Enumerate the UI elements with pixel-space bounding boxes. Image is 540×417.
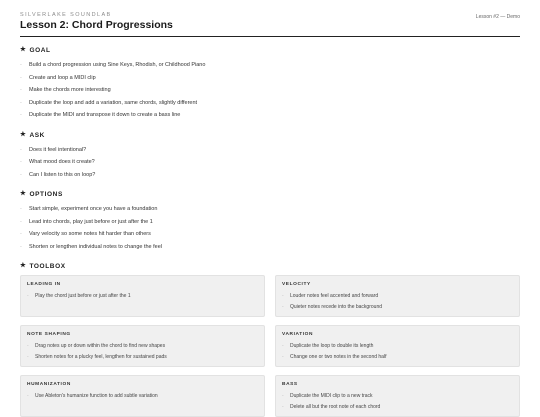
lesson-tag: Lesson #2 — Demo <box>475 14 520 20</box>
toolbox-card <box>20 375 265 417</box>
star-icon: ★ <box>20 262 27 270</box>
toolbox-card <box>275 275 520 317</box>
bullet-dash: - <box>20 218 22 225</box>
card-item-text: Delete all but the root note of each chord <box>290 403 381 410</box>
toolbox-card <box>20 325 265 367</box>
card-list <box>282 390 513 412</box>
card-item-text: Change one or two notes in the second half <box>290 353 387 360</box>
section-heading <box>20 47 520 54</box>
bullet-dash: - <box>20 99 22 106</box>
bullet-dash: - <box>27 392 29 399</box>
section-title: TOOLBOX <box>29 263 66 270</box>
list-item <box>20 97 520 110</box>
section-title: GOAL <box>29 47 51 54</box>
card-item-text: Drag notes up or down within the chord to find new shapes <box>35 342 166 349</box>
star-icon: ★ <box>20 190 27 198</box>
list-item <box>20 241 520 254</box>
bullet-dash: - <box>282 292 284 299</box>
card-title: BASS <box>282 382 298 387</box>
bullet-dash: - <box>27 292 29 299</box>
card-item <box>282 351 513 362</box>
list-item-text: Make the chords more interesting <box>29 87 111 94</box>
bullet-dash: - <box>282 342 284 349</box>
list-item <box>20 216 520 229</box>
list-item-text: Lead into chords, play just before or just after the 1 <box>29 218 153 225</box>
bullet-dash: - <box>282 392 284 399</box>
section-heading <box>20 191 520 198</box>
bullet-dash: - <box>20 62 22 69</box>
card-title: HUMANIZATION <box>27 382 71 387</box>
toolbox-card <box>20 275 265 317</box>
card-item-text: Shorten notes for a plucky feel, lengthen for sustained pads <box>35 353 167 360</box>
list-item-text: Shorten or lengthen individual notes to change the feel <box>29 243 163 250</box>
page-header <box>20 12 520 37</box>
list-item-text: Build a chord progression using Sine Keys, Rhodish, or Childhood Piano <box>29 62 206 69</box>
list-item <box>20 59 520 72</box>
bullet-dash: - <box>20 159 22 166</box>
list-item-text: Does it feel intentional? <box>29 146 87 153</box>
list-item <box>20 228 520 241</box>
section-title: ASK <box>29 131 45 139</box>
goal-list <box>20 59 520 122</box>
toolbox-card <box>275 375 520 417</box>
toolbox-card <box>275 325 520 367</box>
card-list <box>27 390 258 401</box>
list-item-text: Duplicate the loop and add a variation, same chords, slightly different <box>29 99 198 106</box>
card-list <box>282 340 513 362</box>
bullet-dash: - <box>282 303 284 310</box>
options-list <box>20 203 520 253</box>
section-options <box>20 191 520 253</box>
list-item <box>20 144 520 157</box>
card-title: LEADING IN <box>27 282 61 287</box>
bullet-dash: - <box>20 171 22 178</box>
card-item-text: Duplicate the MIDI clip to a new track <box>290 392 373 399</box>
list-item <box>20 72 520 85</box>
bullet-dash: - <box>20 87 22 94</box>
list-item <box>20 156 520 169</box>
star-icon: ★ <box>20 130 27 138</box>
card-list <box>27 340 258 362</box>
list-item-text: Can I listen to this on loop? <box>29 171 96 178</box>
list-item-text: Start simple, experiment once you have a foundation <box>29 206 158 213</box>
card-title: NOTE SHAPING <box>27 332 71 337</box>
bullet-dash: - <box>20 231 22 238</box>
bullet-dash: - <box>20 74 22 81</box>
card-item <box>282 390 513 401</box>
section-toolbox <box>20 263 520 417</box>
card-item <box>27 340 258 351</box>
card-item-text: Use Ableton's humanize function to add subtle variation <box>35 392 158 399</box>
card-item-text: Play the chord just before or just after the 1 <box>35 292 131 299</box>
card-item <box>27 351 258 362</box>
section-goal <box>20 47 520 122</box>
card-item <box>282 340 513 351</box>
bullet-dash: - <box>20 243 22 250</box>
card-title: VELOCITY <box>282 282 311 287</box>
bullet-dash: - <box>27 342 29 349</box>
section-heading <box>20 132 520 139</box>
list-item <box>20 169 520 182</box>
card-item-text: Quieter notes recede into the background <box>290 303 383 310</box>
section-heading <box>20 263 520 270</box>
card-list <box>282 290 513 312</box>
bullet-dash: - <box>20 112 22 119</box>
list-item <box>20 203 520 216</box>
toolbox-grid <box>20 275 520 417</box>
bullet-dash: - <box>20 146 22 153</box>
list-item-text: Duplicate the MIDI and transpose it down to create a bass line <box>29 112 181 119</box>
brand-name: SILVERLAKE SOUNDLAB <box>20 12 112 18</box>
bullet-dash: - <box>27 353 29 360</box>
card-item <box>27 390 258 401</box>
card-item <box>282 290 513 301</box>
card-item-text: Duplicate the loop to double its length <box>290 342 374 349</box>
list-item-text: Create and loop a MIDI clip <box>29 74 96 81</box>
list-item-text: Vary velocity so some notes hit harder than others <box>29 231 151 238</box>
section-title: OPTIONS <box>29 191 63 198</box>
bullet-dash: - <box>282 353 284 360</box>
card-item-text: Louder notes feel accented and forward <box>290 292 379 299</box>
ask-list <box>20 144 520 182</box>
bullet-dash: - <box>20 206 22 213</box>
card-item <box>282 301 513 312</box>
list-item <box>20 84 520 97</box>
list-item <box>20 109 520 122</box>
page-title: Lesson 2: Chord Progressions <box>20 19 173 31</box>
card-list <box>27 290 258 301</box>
card-item <box>282 401 513 412</box>
section-ask <box>20 132 520 182</box>
star-icon: ★ <box>20 46 27 54</box>
card-title: VARIATION <box>282 332 314 337</box>
bullet-dash: - <box>282 403 284 410</box>
card-item <box>27 290 258 301</box>
title-block <box>20 12 173 31</box>
list-item-text: What mood does it create? <box>29 159 95 166</box>
